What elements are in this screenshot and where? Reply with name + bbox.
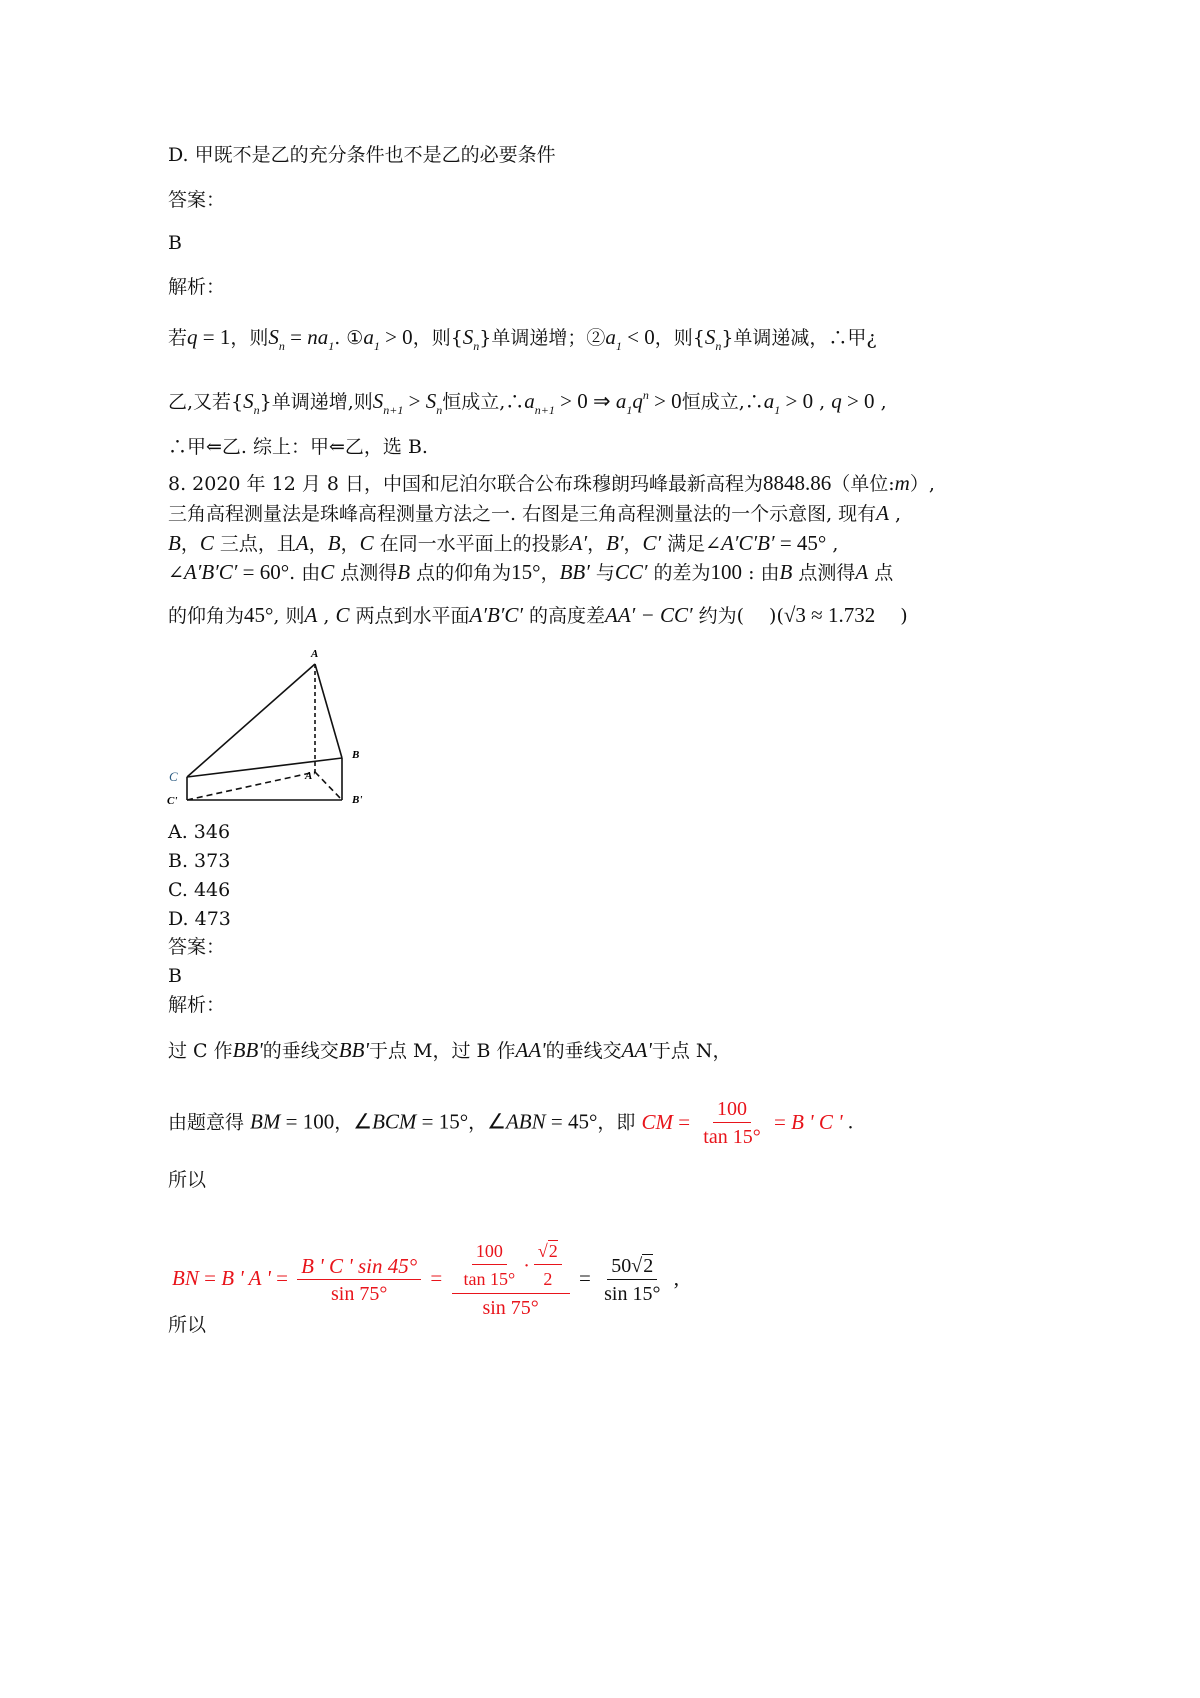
math: A xyxy=(304,603,318,627)
text-line xyxy=(168,325,877,358)
text: 点的仰角为 xyxy=(410,562,512,584)
text: 答案： xyxy=(168,189,226,211)
math: ABN xyxy=(505,1109,546,1134)
text: ， xyxy=(308,533,328,555)
label-A: A xyxy=(311,648,319,660)
text: 满足∠ xyxy=(661,533,722,555)
math: 100 xyxy=(710,560,743,584)
math: > 0 xyxy=(841,389,875,413)
text: 解析： xyxy=(168,276,226,298)
triangulation-figure xyxy=(165,645,375,810)
text: 的垂线交 xyxy=(545,1040,622,1062)
math: A′ xyxy=(569,531,588,555)
math: C xyxy=(335,603,350,627)
text-line xyxy=(168,603,908,628)
text: 解析： xyxy=(168,994,226,1016)
text-line xyxy=(168,560,893,585)
text: ) xyxy=(875,605,908,627)
text: 所以 xyxy=(168,1314,207,1336)
math: A′C′B′ xyxy=(721,531,775,555)
math: CC′ xyxy=(614,560,648,584)
text: B. 373 xyxy=(168,850,231,872)
math: 2 xyxy=(643,1254,654,1277)
math: > 0 xyxy=(780,389,814,413)
text-line xyxy=(168,935,225,959)
text-line xyxy=(168,471,935,496)
text: 的差为 xyxy=(647,562,711,584)
numerator: 100 xyxy=(713,1096,751,1123)
text-line xyxy=(168,1168,206,1192)
math: = xyxy=(198,1266,222,1290)
math: q xyxy=(187,325,198,349)
math: B xyxy=(327,531,341,555)
text: , xyxy=(813,391,832,413)
fraction xyxy=(699,1096,764,1151)
denominator: sin 75° xyxy=(330,1282,388,1305)
math: = 100 xyxy=(280,1109,335,1134)
math: > 0 xyxy=(648,389,682,413)
text: 点测得 xyxy=(792,562,856,584)
text: 于点 M，过 B 作 xyxy=(368,1040,516,1062)
math: a xyxy=(605,325,616,349)
math: a xyxy=(615,389,627,413)
edge-C1A1 xyxy=(187,772,315,800)
edge-CA xyxy=(187,664,315,777)
text-line xyxy=(168,188,225,212)
math: BB' xyxy=(338,1038,369,1062)
text: , xyxy=(889,503,902,525)
text: ， xyxy=(180,533,200,555)
text: 两点到水平面 xyxy=(349,605,470,627)
math: n xyxy=(436,403,443,417)
math: a xyxy=(763,389,775,413)
text: ， xyxy=(623,533,643,555)
text: 答案： xyxy=(168,936,226,958)
text: ， xyxy=(587,533,607,555)
math: . xyxy=(842,1109,854,1134)
math: AA' xyxy=(621,1038,652,1062)
math: > 0 xyxy=(379,325,413,349)
edge-AB xyxy=(315,664,342,758)
math: S xyxy=(243,389,254,413)
denominator: sin 75° xyxy=(482,1297,539,1319)
math: B xyxy=(779,560,793,584)
text: 所以 xyxy=(168,1169,207,1191)
math: = 45° xyxy=(545,1109,598,1134)
text: }单调递增；② xyxy=(479,327,606,349)
text: ， xyxy=(340,533,360,555)
text: D. 473 xyxy=(168,908,231,930)
math: C xyxy=(320,560,335,584)
text: 在同一水平面上的投影 xyxy=(373,533,570,555)
math: AA′ − CC′ xyxy=(605,603,693,627)
text: 过 C 作 xyxy=(168,1040,233,1062)
text: B xyxy=(168,965,182,987)
math: B ' C ' xyxy=(791,1109,843,1134)
math: = xyxy=(768,1109,792,1134)
math: A xyxy=(855,560,869,584)
math: ∠ xyxy=(353,1109,373,1134)
text: 三角高程测量法是珠峰高程测量方法之一. 右图是三角高程测量法的一个示意图, 现有 xyxy=(168,503,877,525)
text: C. 446 xyxy=(168,879,231,901)
text: 于点 N， xyxy=(651,1040,732,1062)
math: n xyxy=(253,403,260,417)
math: = xyxy=(284,325,308,349)
text-line xyxy=(168,231,182,255)
text-line xyxy=(168,849,230,873)
text: ， xyxy=(468,1111,488,1134)
equation-given xyxy=(168,1096,853,1151)
math: = xyxy=(672,1109,696,1134)
math: · xyxy=(523,1254,530,1277)
math: q xyxy=(831,389,842,413)
text: ， xyxy=(334,1111,354,1134)
text: 恒成立,∴ xyxy=(681,391,764,413)
text-line xyxy=(168,435,428,459)
math: BB' xyxy=(232,1038,263,1062)
math: na xyxy=(307,325,329,349)
math: BB′ xyxy=(559,560,590,584)
math: S xyxy=(462,325,474,349)
sqrt-sign: √ xyxy=(537,1241,548,1261)
math: 1 xyxy=(626,403,633,417)
math: m xyxy=(894,471,910,495)
text: 由题意得 xyxy=(168,1111,251,1134)
math: n+1 xyxy=(534,403,555,417)
math: A′B′C′ xyxy=(183,560,238,584)
math: 1 xyxy=(328,339,335,353)
math: A′B′C′ xyxy=(469,603,523,627)
text-line xyxy=(168,964,182,988)
text: A. 346 xyxy=(168,821,231,843)
text: }单调递减，∴甲¿ xyxy=(721,327,877,349)
text-line xyxy=(168,501,901,526)
math: AA' xyxy=(515,1038,546,1062)
math: n xyxy=(715,339,722,353)
math: C′ xyxy=(642,531,662,555)
text: ，则{ xyxy=(412,327,463,349)
text: ，则{ xyxy=(654,327,705,349)
math: a xyxy=(524,389,535,413)
math: n xyxy=(473,339,480,353)
text: , xyxy=(874,391,887,413)
math: n xyxy=(278,339,285,353)
denominator: sin 15° xyxy=(604,1282,661,1305)
text-line xyxy=(168,275,225,299)
text: ，则 xyxy=(230,327,269,349)
text-line xyxy=(168,907,231,931)
denominator: tan 15° xyxy=(703,1126,761,1148)
math: = 60° xyxy=(237,560,290,584)
text: 约为( )( xyxy=(692,605,784,627)
math: BCM xyxy=(372,1109,417,1134)
fraction xyxy=(600,1253,664,1308)
denominator: tan 15° xyxy=(463,1269,516,1289)
math: 1 xyxy=(373,339,380,353)
label-B-prime: B' xyxy=(352,794,363,806)
edge-A1B1 xyxy=(315,772,342,800)
text: , xyxy=(317,605,336,627)
math: q xyxy=(632,389,643,413)
text-line xyxy=(168,143,556,167)
math: > xyxy=(403,389,426,413)
math: 1 xyxy=(615,339,622,353)
equation-bn xyxy=(172,1238,679,1322)
text: ）, xyxy=(909,473,935,495)
math: = xyxy=(573,1266,597,1290)
text: 的仰角为 xyxy=(168,605,245,627)
text: ∠ xyxy=(168,562,184,584)
text: 恒成立,∴ xyxy=(442,391,525,413)
numerator: 100 xyxy=(472,1238,507,1265)
text: 乙,又若{ xyxy=(168,391,244,413)
math: B ' A ' xyxy=(221,1266,277,1290)
math: BN xyxy=(172,1266,199,1290)
text: 与 xyxy=(589,562,615,584)
math: A xyxy=(295,531,309,555)
edge-CB xyxy=(187,758,342,777)
denominator: 2 xyxy=(543,1269,553,1289)
text: , 则 xyxy=(273,605,305,627)
math: S xyxy=(704,325,716,349)
math: C xyxy=(359,531,374,555)
text: 若 xyxy=(168,327,188,349)
math: = 1 xyxy=(197,325,231,349)
compound-fraction xyxy=(452,1238,570,1322)
text-line xyxy=(168,993,225,1017)
math: S xyxy=(425,389,437,413)
math: = 15° xyxy=(416,1109,469,1134)
math: 1 xyxy=(774,403,781,417)
math: B′ xyxy=(606,531,624,555)
math: 50 xyxy=(611,1254,632,1277)
text-line xyxy=(168,1038,732,1063)
math: BM xyxy=(250,1109,281,1134)
text: . ① xyxy=(334,327,364,349)
text: ， xyxy=(540,562,560,584)
text: }单调递增,则 xyxy=(259,391,373,413)
math: > 0 ⇒ xyxy=(554,389,616,413)
math: A xyxy=(876,501,889,525)
text-line xyxy=(168,383,887,422)
label-B: B xyxy=(352,749,360,761)
math: ∠ xyxy=(487,1109,506,1134)
text-line xyxy=(168,820,230,844)
fraction xyxy=(297,1253,421,1308)
text: : 由 xyxy=(742,562,780,584)
math: = 45° xyxy=(774,531,827,555)
text-line xyxy=(168,531,838,556)
math: 15° xyxy=(511,560,541,584)
text: 的垂线交 xyxy=(262,1040,339,1062)
text: 点测得 xyxy=(334,562,398,584)
math: 2 xyxy=(548,1241,558,1261)
text: D. 甲既不是乙的充分条件也不是乙的必要条件 xyxy=(168,144,556,166)
text: 8. 2020 年 12 月 8 日，中国和尼泊尔联合公布珠穆朗玛峰最新高程为 xyxy=(168,473,763,495)
text: . 由 xyxy=(289,562,321,584)
math: < 0 xyxy=(621,325,655,349)
math: √3 ≈ 1.732 xyxy=(783,603,876,627)
text: , xyxy=(826,533,839,555)
sqrt-sign: √ xyxy=(631,1254,643,1277)
math: = xyxy=(276,1266,294,1290)
math: S xyxy=(268,325,279,349)
text: 的高度差 xyxy=(522,605,606,627)
math: n xyxy=(642,388,649,402)
label-A-prime: A' xyxy=(305,770,316,782)
math: B xyxy=(397,560,411,584)
math: n+1 xyxy=(383,403,404,417)
math: CM xyxy=(641,1109,673,1134)
text: ∴甲⇐乙. 综上：甲⇐乙，选 B. xyxy=(168,436,428,458)
text: 点 xyxy=(868,562,894,584)
label-C-prime: C' xyxy=(167,795,178,807)
text: B xyxy=(168,232,182,254)
math: = xyxy=(425,1266,448,1290)
text: （单位: xyxy=(831,473,895,495)
math: C xyxy=(199,531,214,555)
text: 三点，且 xyxy=(213,533,296,555)
math: S xyxy=(372,389,384,413)
text: ，即 xyxy=(597,1111,642,1134)
math: , xyxy=(668,1266,679,1290)
text-line xyxy=(168,878,230,902)
math: 45° xyxy=(244,603,274,627)
math: 8848.86 xyxy=(763,471,832,495)
numerator: B ' C ' sin 45° xyxy=(297,1253,421,1280)
math: a xyxy=(363,325,374,349)
math: B xyxy=(168,531,181,555)
label-C: C xyxy=(169,769,178,784)
